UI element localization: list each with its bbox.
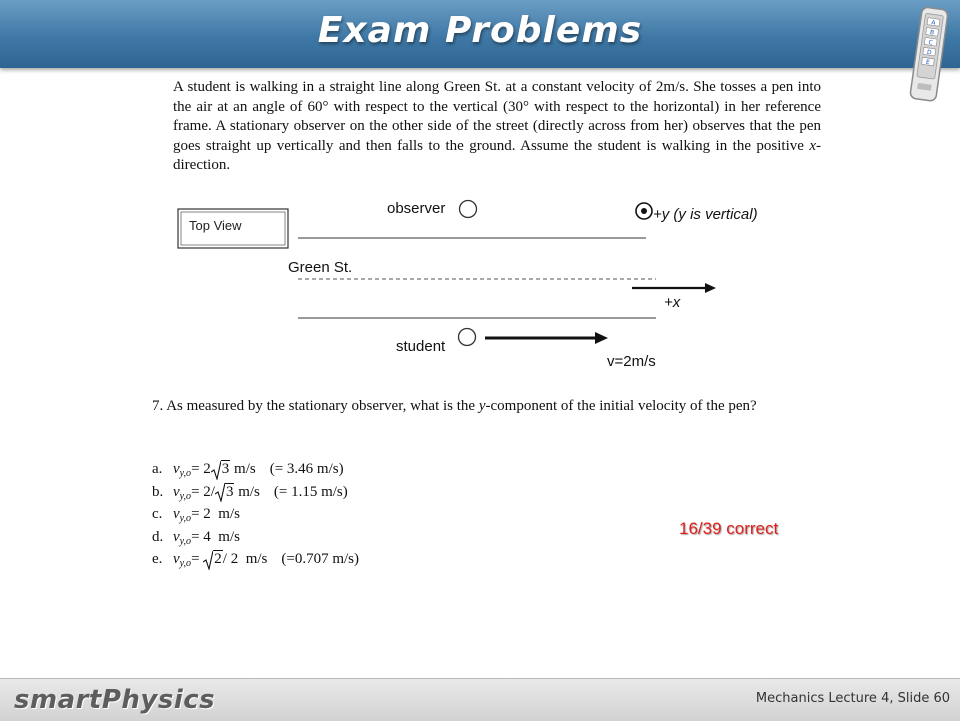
question-7 [152, 397, 820, 416]
clicker-button-c: C [928, 38, 934, 47]
observer-circle [460, 201, 477, 218]
clicker-button-b: B [929, 29, 935, 37]
answer-choice-c[interactable]: c. $v_{y,o}= 2$ m/s [152, 506, 240, 524]
velocity-label: v=2m/s [607, 353, 656, 370]
clicker-button-a: A [930, 19, 936, 27]
problem-text-part2: -direction. [173, 137, 821, 173]
clicker-button-d: D [926, 48, 932, 57]
student-circle [459, 329, 476, 346]
footer-bar [0, 678, 960, 721]
top-view-diagram [170, 190, 810, 380]
problem-x-variable: x [809, 137, 816, 154]
slide-info: Mechanics Lecture 4, Slide 60 [755, 691, 950, 706]
sqrt-icon [211, 460, 221, 480]
clicker-button-e: E [925, 58, 931, 67]
answer-choice-e[interactable]: e. $v_{y,o}= 2/$ 2 m/s (=0.707 m/s) [152, 551, 359, 569]
question-text-part2: -component of the initial velocity of the pen? [485, 398, 757, 414]
y-axis-label: +y (y is vertical) [653, 206, 758, 223]
top-view-label: Top View [189, 218, 242, 233]
clicker-remote-icon [900, 4, 956, 104]
answer-choice-d[interactable]: d. $v_{y,o}= 4$ m/s [152, 528, 240, 547]
answer-choice-a[interactable]: a. $v_{y,o}= 2$ 3 m/s (= 3.46 m/s) [152, 461, 344, 479]
sqrt-icon [203, 550, 213, 570]
answer-choice-b[interactable]: b. $v_{y,o}= 2/$ 3 m/s (= 1.15 m/s) [152, 483, 348, 502]
question-text-part1: As measured by the stationary observer, what is the [166, 398, 479, 414]
result-badge: 16/39 correct [679, 519, 779, 538]
question-y-variable: y [478, 398, 486, 414]
question-number: 7. [152, 398, 164, 414]
student-label: student [396, 338, 446, 355]
smartphysics-logo: smartPhysics [14, 685, 216, 715]
slide-title: Exam Problems [317, 10, 643, 51]
x-axis-label: +x [664, 294, 681, 311]
sqrt-icon [215, 482, 225, 502]
problem-text-part1: A student is walking in a straight line along Green St. at a constant velocity of 2m/s. She tosses a pen into the air at an angle of 60° with respect to the vertical (30° with respect to the horizontal) in her reference frame. A stationary observer on the other side of the street (directly across from her) observes that the pen goes straight up vertically and then falls to the ground. Assume the student is walking in the positive [173, 79, 821, 154]
header-bar [0, 0, 960, 68]
answer-choices [152, 458, 552, 571]
problem-statement [173, 78, 821, 176]
observer-label: observer [387, 200, 446, 217]
street-label: Green St. [288, 259, 353, 276]
